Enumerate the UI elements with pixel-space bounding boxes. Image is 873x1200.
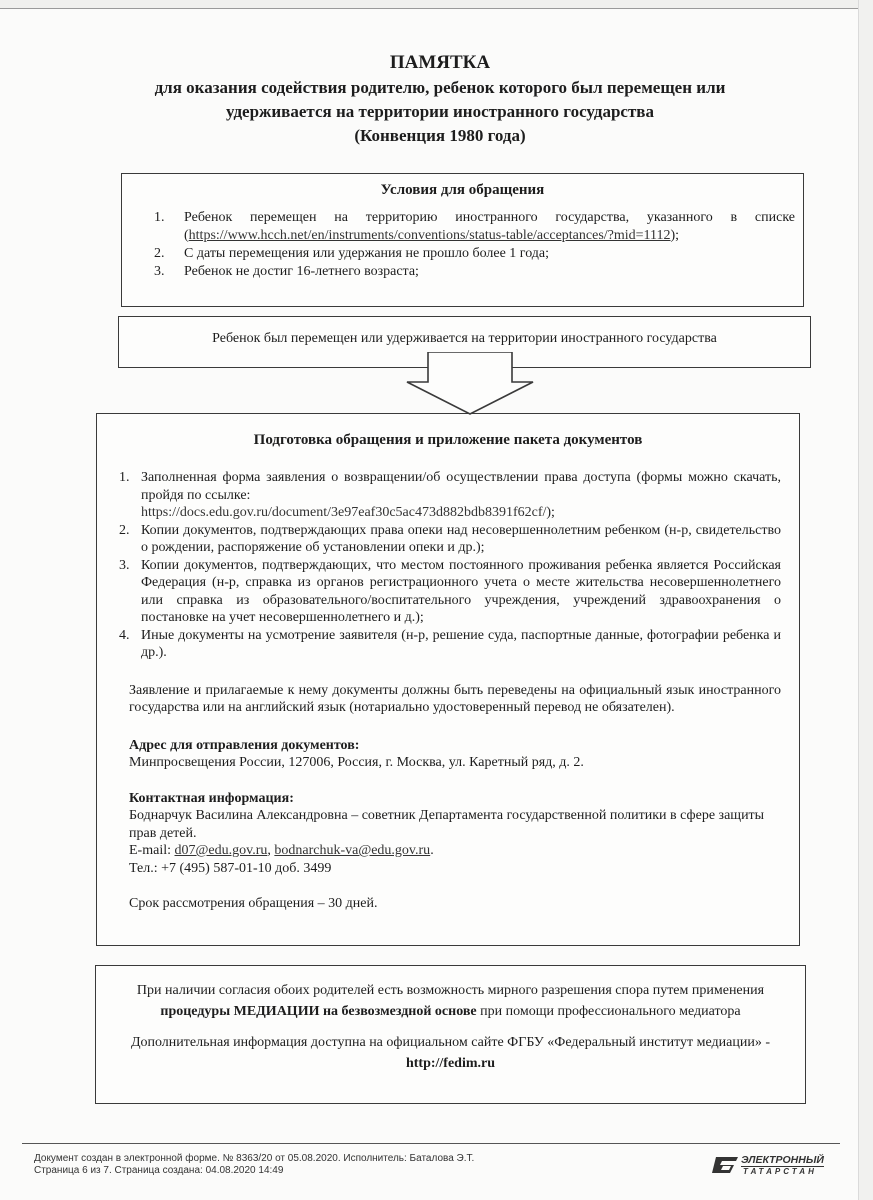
condition-suffix: ); (670, 228, 680, 243)
document-text: Иные документы на усмотрение заявителя (н-р, решение суда, паспортные данные, фотографии ребенка и др.). (141, 627, 781, 660)
condition-text: Ребенок не достиг 16-летнего возраста; (184, 264, 419, 279)
documents-list (119, 469, 781, 662)
mediation-box (95, 965, 806, 1104)
email-link-d07[interactable]: d07@edu.gov.ru (174, 843, 268, 858)
mediation-text: При наличии согласия обоих родителей есть возможность мирного разрешения спора путем применения (136, 983, 765, 998)
document-text: Копии документов, подтверждающих, что местом постоянного проживания ребенка является Российская Федерация (н-р, справка из органов регистрационного учета о месте жительства несовершеннолетнего или справка из образовательного/воспитательного учреждения, учреждений здравоохранения о постановке на учет несовершеннолетнего и д.); (141, 557, 781, 625)
logo-text-line2: ТАТАРСТАН (743, 1167, 817, 1174)
item-number: 3. (119, 557, 130, 573)
logo-mark-icon (712, 1157, 738, 1173)
page-title: ПАМЯТКА (389, 52, 491, 73)
document-suffix: ); (546, 505, 555, 520)
down-arrow-icon (400, 352, 540, 418)
subtitle-line: (Конвенция 1980 года) (354, 126, 526, 145)
mediation-paragraph (116, 980, 785, 1022)
contact-person: Боднарчук Василина Александровна – советник Департамента государственной политики в сфере защиты прав детей. (129, 808, 765, 841)
document-item (119, 522, 781, 557)
conditions-list (154, 209, 795, 281)
item-number: 2. (119, 522, 130, 538)
footer-page-info: Страница 6 из 7. Страница создана: 04.08.2020 14:49 (34, 1165, 284, 1175)
footer-doc-info: Документ создан в электронной форме. № 8363/20 от 05.08.2020. Исполнитель: Баталова Э.Т. (34, 1153, 475, 1164)
logo-text-line1: ЭЛЕКТРОННЫЙ (741, 1154, 824, 1166)
mediation-highlight: процедуры МЕДИАЦИИ на безвозмездной основе (160, 1004, 477, 1019)
mediation-info-paragraph (116, 1032, 785, 1074)
scan-right-edge (858, 0, 873, 1200)
conditions-box (121, 173, 804, 307)
document-text: Заполненная форма заявления о возвращении/об осуществлении права доступа (формы можно скачать, пройдя по ссылке: (141, 470, 781, 503)
condition-text: С даты перемещения или удержания не прошло более 1 года; (184, 246, 550, 261)
document-text: Копии документов, подтверждающих права опеки над несовершеннолетним ребенком (н-р, свидетельство о рождении, распоряжение об установлении опеки и др.); (141, 522, 781, 555)
condition-item (154, 245, 795, 263)
email-link-bodnarchuk[interactable]: bodnarchuk-va@edu.gov.ru (274, 843, 431, 858)
preparation-heading: Подготовка обращения и приложение пакета документов (253, 432, 643, 448)
item-number: 2. (154, 246, 165, 261)
condition-item (154, 209, 795, 245)
footer-divider (22, 1143, 840, 1144)
item-number: 1. (119, 470, 130, 485)
address-block (129, 737, 781, 772)
email-separator: , (267, 843, 275, 858)
item-number: 1. (154, 210, 165, 225)
subtitle-line: удерживается на территории иностранного государства (226, 102, 654, 121)
email-end: . (430, 843, 434, 858)
item-number: 4. (119, 627, 130, 643)
address-label: Адрес для отправления документов: (129, 737, 360, 753)
forms-download-link[interactable]: https://docs.edu.gov.ru/document/3e97eaf30c5ac473d882bdb8391f62cf/ (141, 505, 547, 520)
condition-item (154, 263, 795, 281)
document-item (119, 627, 781, 662)
scan-top-edge (0, 0, 873, 9)
item-number: 3. (154, 264, 165, 279)
conditions-heading: Условия для обращения (380, 182, 545, 198)
document-item (119, 557, 781, 627)
preparation-box (96, 413, 800, 946)
translation-note: Заявление и прилагаемые к нему документы должны быть переведены на официальный язык иностранного государства или на английский язык (нотариально удостоверенный перевод не обязателен). (129, 682, 781, 715)
document-item (119, 469, 781, 522)
hcch-status-link[interactable]: https://www.hcch.net/en/instruments/conventions/status-table/acceptances/?mid=1112 (188, 228, 671, 243)
email-label: E-mail: (129, 843, 175, 858)
contact-label: Контактная информация: (129, 790, 294, 806)
contact-emails (129, 842, 781, 860)
address-value: Минпросвещения России, 127006, Россия, г. Москва, ул. Каретный ряд, д. 2. (129, 755, 584, 770)
mediation-info-text: Дополнительная информация доступна на официальном сайте ФГБУ «Федеральный институт медиации» - (130, 1035, 771, 1050)
subtitle-line: для оказания содействия родителю, ребенок которого был перемещен или (154, 78, 726, 97)
fedim-link[interactable]: http://fedim.ru (405, 1056, 496, 1071)
flow-step-text: Ребенок был перемещен или удерживается на территории иностранного государства (212, 331, 717, 346)
page-subtitle (100, 76, 780, 148)
contact-block (129, 790, 781, 878)
electronic-tatarstan-logo (712, 1154, 824, 1180)
condition-text: Ребенок перемещен на территорию иностранного государства, указанного в списке ( (184, 210, 795, 243)
contact-phone: Тел.: +7 (495) 587-01-10 доб. 3499 (129, 860, 332, 876)
review-term: Срок рассмотрения обращения – 30 дней. (129, 896, 378, 911)
mediation-text-end: при помощи профессионального медиатора (476, 1004, 741, 1019)
